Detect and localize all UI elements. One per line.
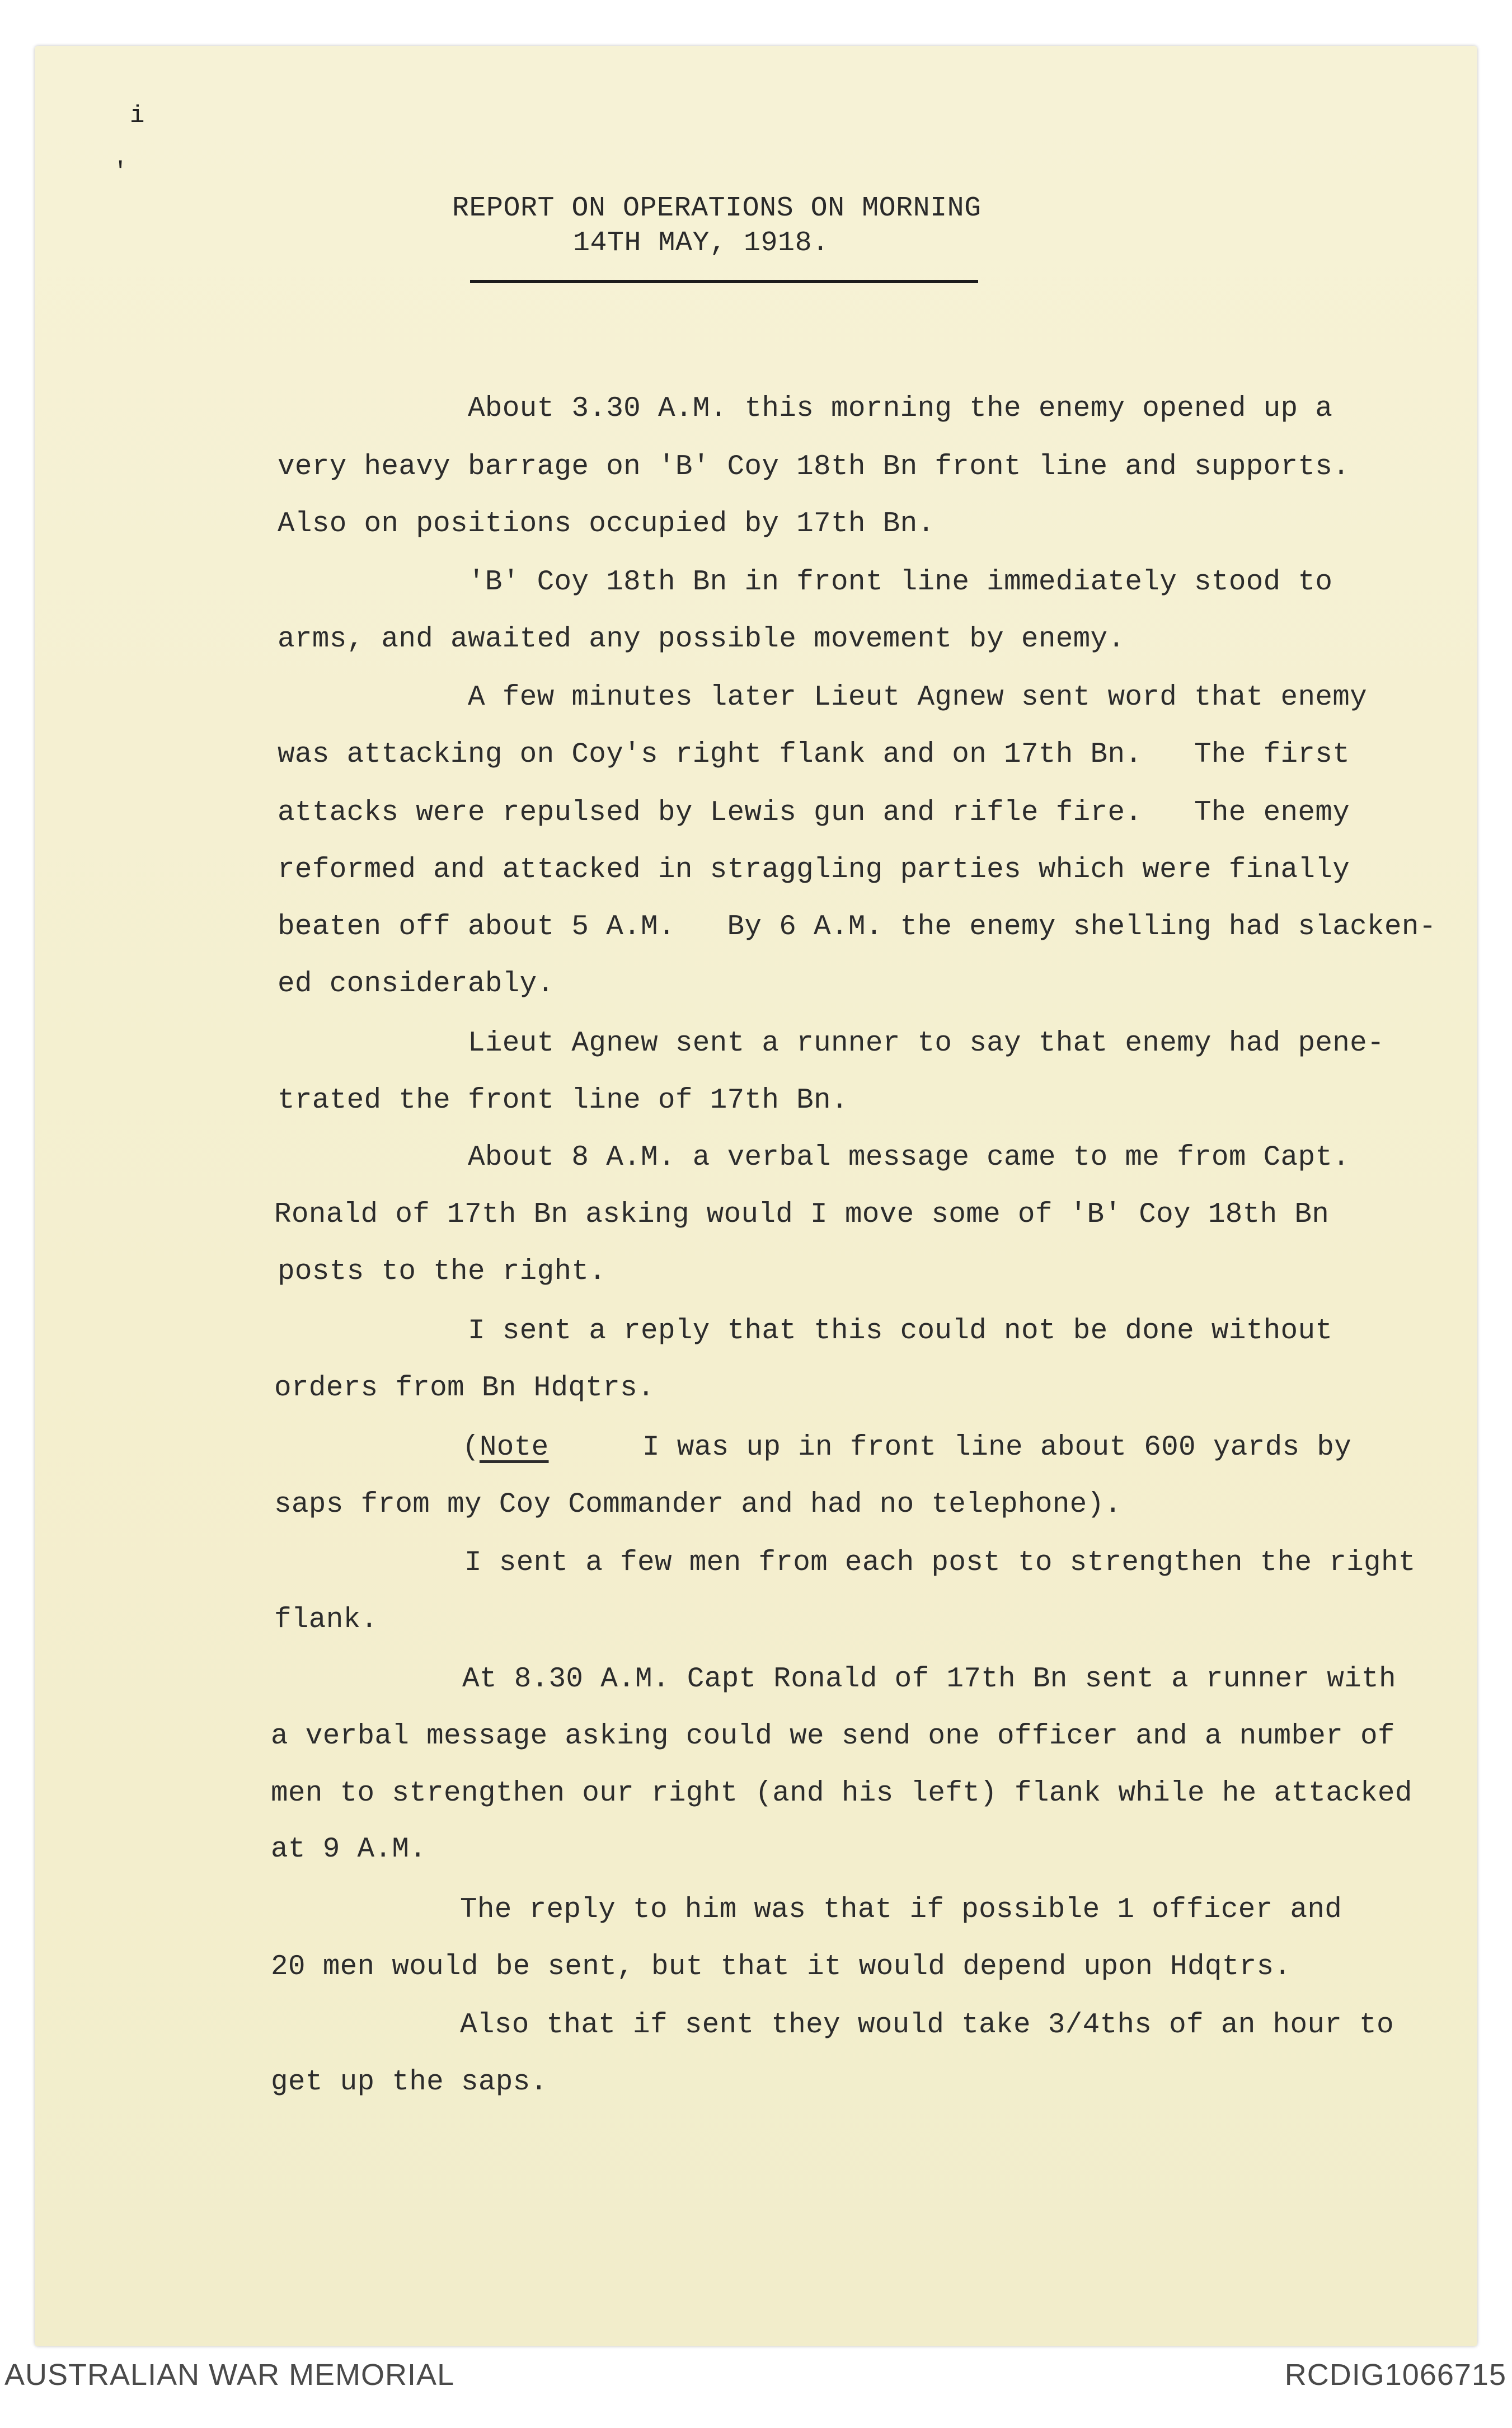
margin-mark: i: [130, 102, 145, 130]
body-line: ed considerably.: [278, 968, 555, 1000]
body-line: was attacking on Coy's right flank and on 17th Bn. The first: [278, 739, 1350, 771]
body-line: beaten off about 5 A.M. By 6 A.M. the enemy shelling had slacken-: [278, 911, 1436, 943]
body-line: 'B' Coy 18th Bn in front line immediately stood to: [468, 566, 1333, 598]
body-line: The reply to him was that if possible 1 officer and: [460, 1894, 1342, 1926]
body-line: At 8.30 A.M. Capt Ronald of 17th Bn sent a runner with: [462, 1663, 1396, 1695]
title-line-1: REPORT ON OPERATIONS ON MORNING: [452, 193, 982, 224]
body-line: posts to the right.: [278, 1256, 607, 1288]
body-line: arms, and awaited any possible movement by enemy.: [278, 624, 1125, 655]
note-prefix: [462, 1432, 549, 1464]
body-line: get up the saps.: [271, 2066, 548, 2098]
body-line: About 3.30 A.M. this morning the enemy opened up a: [468, 393, 1333, 425]
document-page: [35, 46, 1477, 2346]
footer-record-id: RCDIG1066715: [1284, 2358, 1506, 2392]
body-line: at 9 A.M.: [271, 1834, 427, 1865]
body-line: I sent a reply that this could not be done without: [468, 1315, 1333, 1347]
body-line: I was up in front line about 600 yards by: [642, 1432, 1352, 1464]
report-title: [452, 191, 982, 261]
body-line: Also on positions occupied by 17th Bn.: [278, 508, 935, 540]
body-line: very heavy barrage on 'B' Coy 18th Bn front line and supports.: [278, 451, 1350, 483]
body-line: About 8 A.M. a verbal message came to me from Capt.: [468, 1142, 1350, 1174]
body-line: A few minutes later Lieut Agnew sent word that enemy: [468, 682, 1368, 714]
body-line: Also that if sent they would take 3/4ths of an hour to: [460, 2009, 1394, 2041]
body-line: orders from Bn Hdqtrs.: [274, 1372, 655, 1404]
body-line: saps from my Coy Commander and had no telephone).: [274, 1489, 1122, 1521]
body-line: attacks were repulsed by Lewis gun and rifle fire. The enemy: [278, 797, 1350, 829]
title-line-2: 14TH MAY, 1918.: [573, 227, 829, 259]
body-line: men to strengthen our right (and his left) flank while he attacked: [271, 1778, 1412, 1810]
margin-mark: ': [113, 158, 128, 186]
footer-attribution: AUSTRALIAN WAR MEMORIAL: [4, 2358, 455, 2392]
body-line: reformed and attacked in straggling parties which were finally: [278, 854, 1350, 886]
body-line: trated the front line of 17th Bn.: [278, 1085, 848, 1117]
body-line: Ronald of 17th Bn asking would I move some of 'B' Coy 18th Bn: [274, 1199, 1330, 1231]
body-line: I sent a few men from each post to strengthen the right: [464, 1547, 1416, 1579]
title-underline: [470, 280, 978, 283]
body-line: Lieut Agnew sent a runner to say that enemy had pene-: [468, 1028, 1384, 1060]
note-paren: (: [462, 1432, 480, 1464]
body-line: flank.: [274, 1604, 378, 1636]
body-line: 20 men would be sent, but that it would depend upon Hdqtrs.: [271, 1951, 1292, 1983]
body-line: a verbal message asking could we send one officer and a number of: [271, 1721, 1395, 1752]
note-label: Note: [479, 1432, 549, 1464]
